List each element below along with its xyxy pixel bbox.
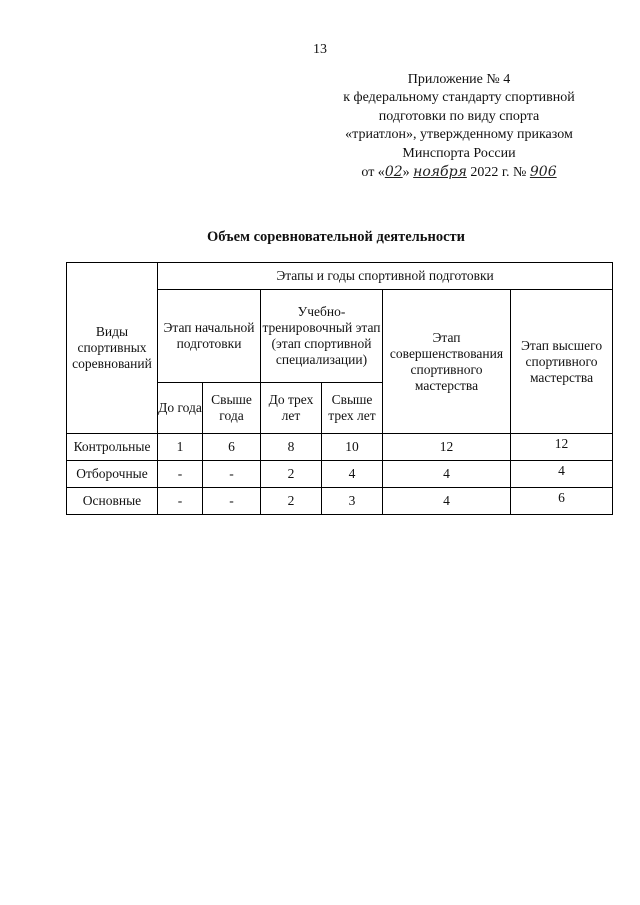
header-competition-types: Виды спортивных соревнований: [67, 263, 158, 434]
table-row: [67, 461, 613, 488]
order-date-line: [314, 163, 604, 182]
header-initial-up-to-year: До года: [158, 383, 203, 434]
table-cell: 12: [383, 434, 511, 461]
date-year: 2022 г. №: [470, 165, 527, 181]
competition-volume-table: [66, 262, 613, 515]
header-stage-initial: Этап начальной подготовки: [158, 290, 261, 383]
appendix-line-4: «триатлон», утвержденному приказом: [345, 127, 573, 143]
date-prefix: от «: [361, 165, 385, 181]
row-label: Отборочные: [67, 461, 158, 488]
row-label: Основные: [67, 488, 158, 515]
page-number: 13: [313, 42, 327, 57]
table-cell: 4: [322, 461, 383, 488]
appendix-header: [314, 71, 604, 182]
header-training-over-three: Свыше трех лет: [322, 383, 383, 434]
appendix-line-2: к федеральному стандарту спортивной: [343, 90, 575, 106]
table-row: [67, 488, 613, 515]
table-cell: 6: [203, 434, 261, 461]
page-title: Объем соревновательной деятельности: [207, 229, 465, 245]
table-cell: -: [203, 488, 261, 515]
header-stage-training: Учебно-тренировочный этап (этап спортивной специализации): [261, 290, 383, 383]
date-mid: »: [402, 165, 410, 181]
appendix-line-1: Приложение № 4: [407, 72, 511, 87]
table-cell: 4: [511, 461, 613, 488]
appendix-line-5: Минспорта России: [402, 145, 516, 161]
date-day: 02: [384, 164, 403, 181]
table-cell: 4: [383, 488, 511, 515]
table-cell: 4: [383, 461, 511, 488]
appendix-line-3: подготовки по виду спорта: [378, 108, 540, 124]
table-cell: 8: [261, 434, 322, 461]
date-month: ноября: [413, 164, 467, 181]
table-row: [67, 434, 613, 461]
table-cell: 6: [511, 488, 613, 515]
header-training-up-to-three: До трех лет: [261, 383, 322, 434]
table-cell: -: [203, 461, 261, 488]
order-number: 906: [529, 164, 557, 181]
header-stage-higher: Этап высшего спортивного мастерства: [511, 290, 613, 434]
table-cell: 12: [511, 434, 613, 461]
row-label: Контрольные: [67, 434, 158, 461]
table-cell: 10: [322, 434, 383, 461]
header-stage-improvement: Этап совершенствования спортивного мастерства: [383, 290, 511, 434]
header-stages-group: Этапы и годы спортивной подготовки: [158, 263, 613, 290]
table-cell: -: [158, 488, 203, 515]
table-cell: -: [158, 461, 203, 488]
table-cell: 2: [261, 488, 322, 515]
table-cell: 1: [158, 434, 203, 461]
table-cell: 2: [261, 461, 322, 488]
table-cell: 3: [322, 488, 383, 515]
header-initial-over-year: Свыше года: [203, 383, 261, 434]
